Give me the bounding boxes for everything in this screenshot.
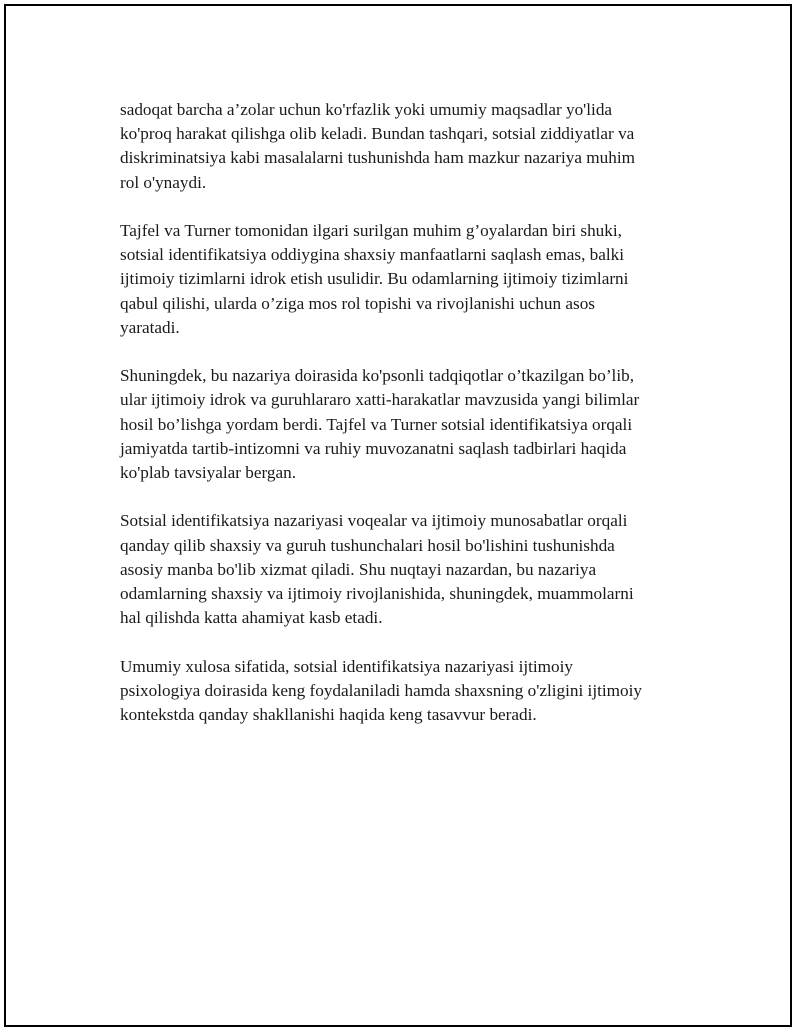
text-line: qabul qilishi, ularda o’ziga mos rol topishi va rivojlanishi uchun asos xyxy=(120,293,595,313)
text-line: Umumiy xulosa sifatida, sotsial identifikatsiya nazariyasi ijtimoiy xyxy=(120,656,574,676)
text-line: diskriminatsiya kabi masalalarni tushunishda ham mazkur nazariya muhim xyxy=(120,148,636,168)
document-body xyxy=(120,98,690,751)
text-line: psixologiya doirasida keng foydalaniladi hamda shaxsning o'zligini ijtimoiy xyxy=(120,680,642,700)
paragraph-3 xyxy=(120,364,690,485)
paragraph-1 xyxy=(120,98,690,195)
text-line: sotsial identifikatsiya oddiygina shaxsiy manfaatlarni saqlash emas, balki xyxy=(120,245,625,265)
text-line: Shuningdek, bu nazariya doirasida ko'psonli tadqiqotlar o’tkazilgan bo’lib, xyxy=(120,366,634,386)
document-page xyxy=(4,4,792,1027)
text-line: Tajfel va Turner tomonidan ilgari surilgan muhim g’oyalardan biri shuki, xyxy=(120,221,622,240)
text-line: ko'proq harakat qilishga olib keladi. Bundan tashqari, sotsial ziddiyatlar va xyxy=(120,124,635,144)
paragraph-2 xyxy=(120,219,690,340)
text-line: rol o'ynaydi. xyxy=(120,172,207,192)
paragraph-4 xyxy=(120,509,690,630)
text-line: jamiyatda tartib-intizomni va ruhiy muvozanatni saqlash tadbirlari haqida xyxy=(120,438,627,458)
text-line: kontekstda qanday shakllanishi haqida keng tasavvur beradi. xyxy=(120,705,537,725)
text-line: yaratadi. xyxy=(120,317,180,337)
text-line: hal qilishda katta ahamiyat kasb etadi. xyxy=(120,608,383,628)
text-line: hosil bo’lishga yordam berdi. Tajfel va Turner sotsial identifikatsiya orqali xyxy=(120,414,633,434)
text-line: ijtimoiy tizimlarni idrok etish usulidir. Bu odamlarning ijtimoiy tizimlarni xyxy=(120,269,629,289)
text-line: ko'plab tavsiyalar bergan. xyxy=(120,463,297,483)
text-line: odamlarning shaxsiy va ijtimoiy rivojlanishida, shuningdek, muammolarni xyxy=(120,584,634,604)
text-line: asosiy manba bo'lib xizmat qiladi. Shu nuqtayi nazardan, bu nazariya xyxy=(120,559,597,579)
text-line: qanday qilib shaxsiy va guruh tushunchalari hosil bo'lishini tushunishda xyxy=(120,535,615,555)
text-line: sadoqat barcha a’zolar uchun ko'rfazlik yoki umumiy maqsadlar yo'lida xyxy=(120,100,613,119)
text-line: Sotsial identifikatsiya nazariyasi voqealar va ijtimoiy munosabatlar orqali xyxy=(120,511,628,531)
paragraph-5 xyxy=(120,655,690,728)
text-line: ular ijtimoiy idrok va guruhlararo xatti-harakatlar mavzusida yangi bilimlar xyxy=(120,390,640,410)
